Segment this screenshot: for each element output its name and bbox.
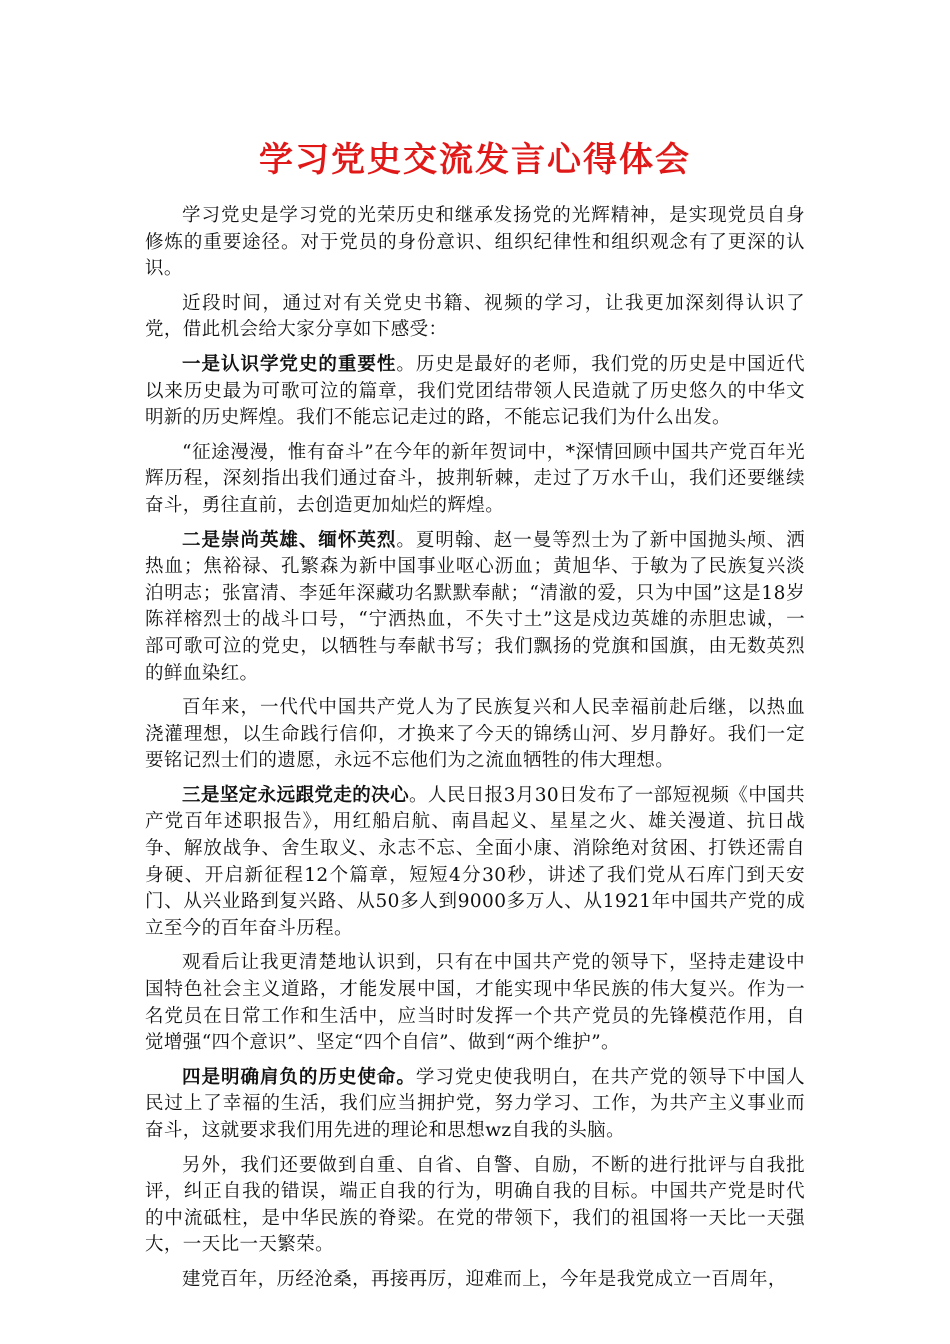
paragraph-1 <box>145 203 805 283</box>
paragraph-text: 百年来，一代代中国共产党人为了民族复兴和人民幸福前赴后继，以热血浇灌理想，以生命践行信仰，才换来了今天的锦绣山河、岁月静好。我们一定要铭记烈士们的遗愿，永远不忘他们为之流血牺牲的伟大理想。 <box>145 697 805 772</box>
document-title: 学习党史交流发言心得体会 <box>259 140 691 180</box>
paragraph-lead-heading: 二是崇尚英雄、缅怀英烈 <box>182 529 397 551</box>
paragraph-3 <box>145 352 805 432</box>
paragraph-text: 。夏明翰、赵一曼等烈士为了新中国抛头颅、洒热血；焦裕禄、孔繁森为新中国事业呕心沥血；黄旭华、于敏为了民族复兴淡泊明志；张富清、李延年深藏功名默默奉献；“清澈的爱，只为中国”这是18岁陈祥榕烈士的战斗口号，“宁洒热血，不失寸土”这是戍边英雄的赤胆忠诚，一部可歌可泣的党史，以牺牲与奉献书写；我们飘扬的党旗和国旗，由无数英烈的鲜血染红。 <box>145 529 805 684</box>
paragraph-text: 另外，我们还要做到自重、自省、自警、自励，不断的进行批评与自我批评，纠正自我的错误，端正自我的行为，明确自我的目标。中国共产党是时代的中流砥柱，是中华民族的脊梁。在党的带领下，我们的祖国将一天比一天强大，一天比一天繁荣。 <box>145 1154 805 1256</box>
paragraph-text: 学习党史使我明白，在共产党的领导下中国人民过上了幸福的生活，我们应当拥护党，努力学习、工作，为共产主义事业而奋斗，这就要求我们用先进的理论和思想wz自我的头脑。 <box>145 1066 805 1141</box>
paragraph-7 <box>145 783 805 943</box>
paragraph-9 <box>145 1065 805 1145</box>
paragraph-text: 。人民日报3月30日发布了一部短视频《中国共产党百年述职报告》，用红船启航、南昌起义、星星之火、雄关漫道、抗日战争、解放战争、舍生取义、永志不忘、全面小康、消除绝对贫困、打铁还需自身硬、开启新征程12个篇章，短短4分30秒，讲述了我们党从石库门到天安门、从兴业路到复兴路、从50多人到9000多万人、从1921年中国共产党的成立至今的百年奋斗历程。 <box>145 784 805 939</box>
paragraph-6 <box>145 695 805 775</box>
paragraph-lead-heading: 四是明确肩负的历史使命。 <box>182 1066 416 1088</box>
paragraph-text: 学习党史是学习党的光荣历史和继承发扬党的光辉精神，是实现党员自身修炼的重要途径。对于党员的身份意识、组织纪律性和组织观念有了更深的认识。 <box>145 205 805 280</box>
paragraph-text: “征途漫漫，惟有奋斗”在今年的新年贺词中，*深情回顾中国共产党百年光辉历程，深刻指出我们通过奋斗，披荆斩棘，走过了万水千山，我们还要继续奋斗，勇往直前，去创造更加灿烂的辉煌。 <box>145 441 805 516</box>
paragraph-lead-heading: 三是坚定永远跟党走的决心 <box>182 784 410 806</box>
paragraph-11 <box>145 1267 805 1294</box>
paragraph-lead-heading: 一是认识学党史的重要性 <box>182 353 397 375</box>
paragraph-4 <box>145 440 805 520</box>
paragraph-10 <box>145 1153 805 1259</box>
document-page <box>145 135 805 1302</box>
paragraph-text: 近段时间，通过对有关党史书籍、视频的学习，让我更加深刻得认识了党，借此机会给大家分享如下感受： <box>145 292 805 341</box>
paragraph-text: 。历史是最好的老师，我们党的历史是中国近代以来历史最为可歌可泣的篇章，我们党团结带领人民造就了历史悠久的中华文明新的历史辉煌。我们不能忘记走过的路，不能忘记我们为什么出发。 <box>145 353 805 429</box>
paragraph-text: 观看后让我更清楚地认识到，只有在中国共产党的领导下，坚持走建设中国特色社会主义道路，才能发展中国，才能实现中华民族的伟大复兴。作为一名党员在日常工作和生活中，应当时时发挥一个共产党员的先锋模范作用，自觉增强“四个意识”、坚定“四个自信”、做到“两个维护”。 <box>145 952 805 1054</box>
paragraph-text: 建党百年，历经沧桑，再接再厉，迎难而上，今年是我党成立一百周年， <box>182 1268 787 1290</box>
paragraph-2 <box>145 291 805 344</box>
paragraph-8 <box>145 950 805 1056</box>
paragraph-5 <box>145 528 805 688</box>
